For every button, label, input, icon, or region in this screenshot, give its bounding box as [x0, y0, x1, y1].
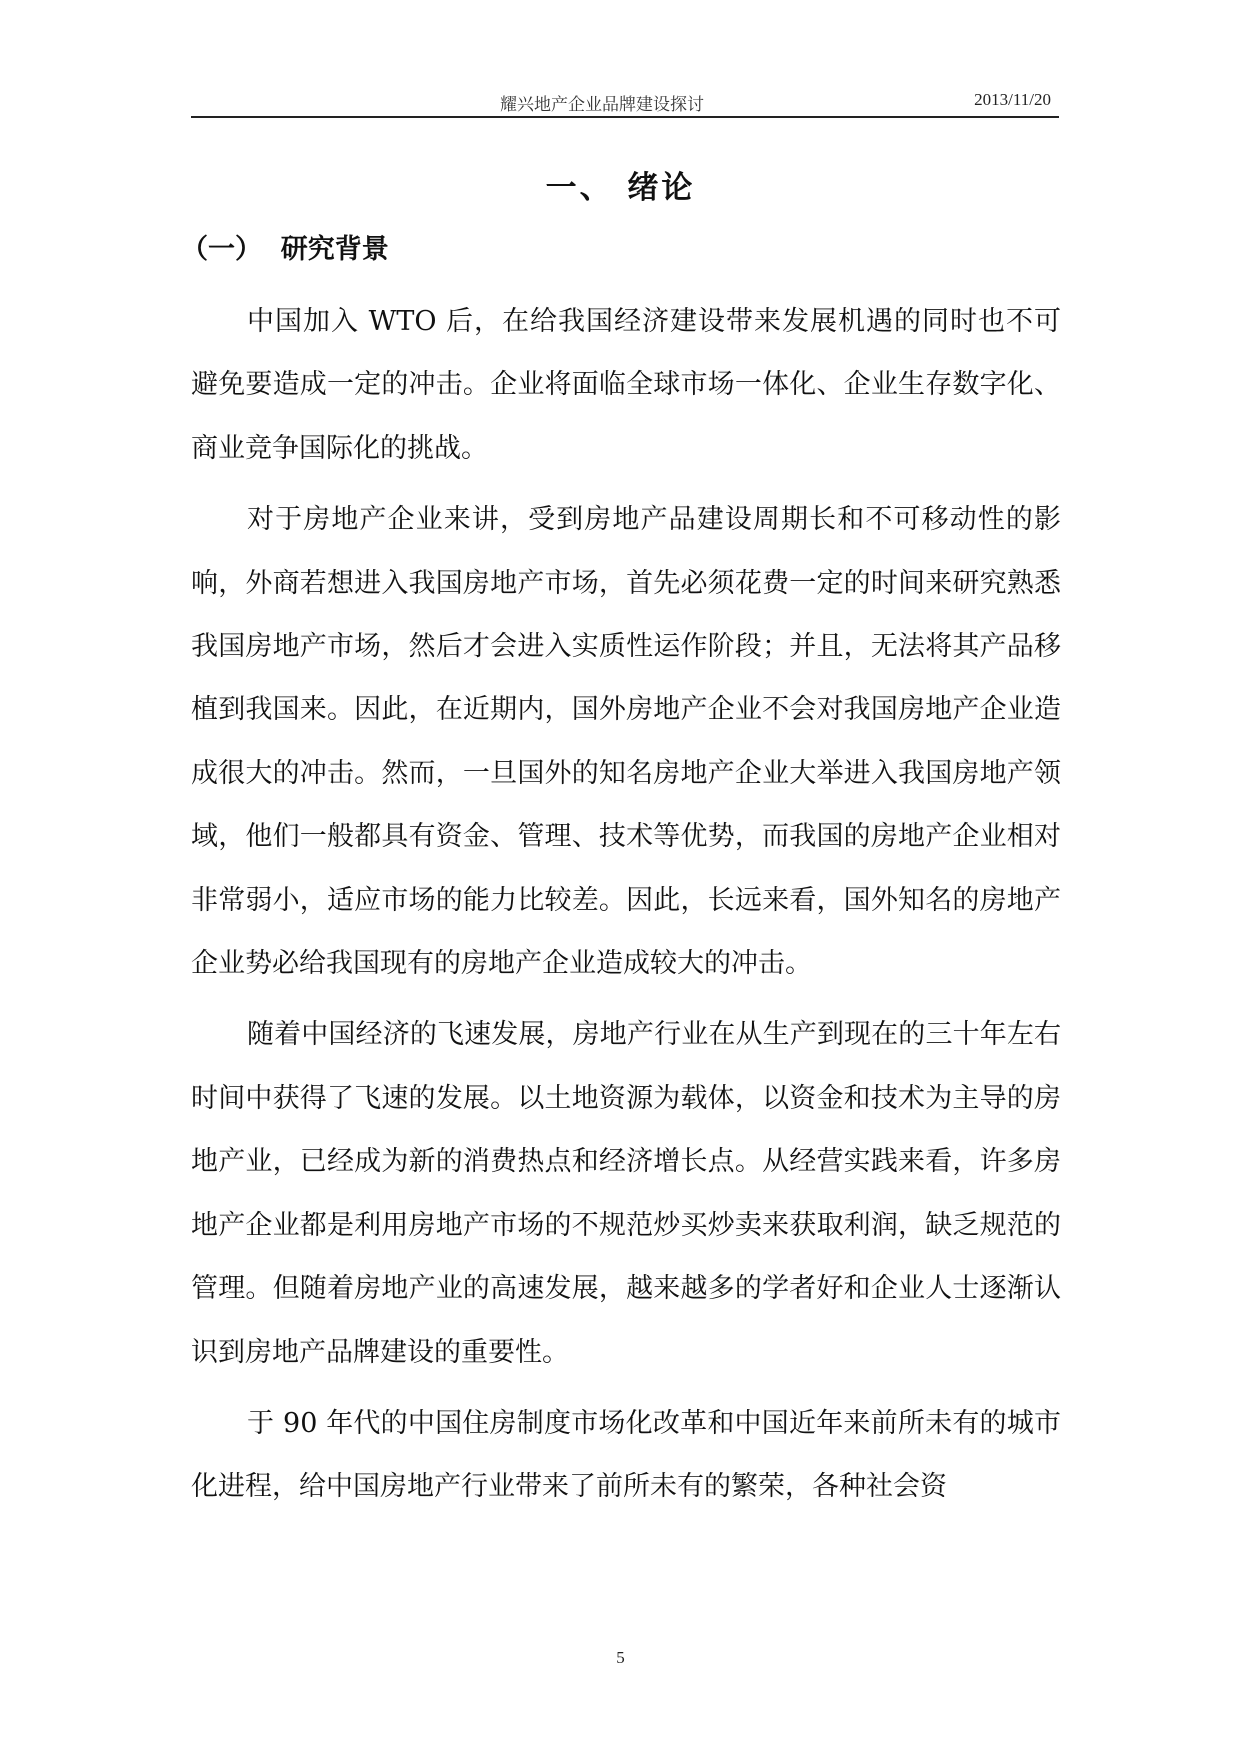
page-header — [191, 86, 1059, 118]
page-number: 5 — [616, 1648, 625, 1667]
section-title: （一） 研究背景 — [181, 234, 389, 265]
header-date: 2013/11/20 — [974, 90, 1051, 109]
chapter-title: 一、 绪论 — [545, 170, 696, 206]
body-text — [191, 290, 1061, 1527]
paragraph: 中国加入 WTO 后，在给我国经济建设带来发展机遇的同时也不可避免要造成一定的冲击。企业将面临全球市场一体化、企业生存数字化、商业竞争国际化的挑战。 — [191, 306, 1061, 464]
paragraph: 于 90 年代的中国住房制度市场化改革和中国近年来前所未有的城市化进程，给中国房地产行业带来了前所未有的繁荣，各种社会资 — [191, 1407, 1061, 1503]
paragraph: 随着中国经济的飞速发展，房地产行业在从生产到现在的三十年左右时间中获得了飞速的发展。以土地资源为载体，以资金和技术为主导的房地产业，已经成为新的消费热点和经济增长点。从经营实践来看，许多房地产企业都是利用房地产市场的不规范炒买炒卖来获取利润，缺乏规范的管理。但随着房地产业的高速发展，越来越多的学者好和企业人士逐渐认识到房地产品牌建设的重要性。 — [191, 1019, 1061, 1368]
header-title: 耀兴地产企业品牌建设探讨 — [500, 95, 704, 115]
paragraph: 对于房地产企业来讲，受到房地产品建设周期长和不可移动性的影响，外商若想进入我国房地产市场，首先必须花费一定的时间来研究熟悉我国房地产市场，然后才会进入实质性运作阶段；并且，无法将其产品移植到我国来。因此，在近期内，国外房地产企业不会对我国房地产企业造成很大的冲击。然而，一旦国外的知名房地产企业大举进入我国房地产领域，他们一般都具有资金、管理、技术等优势，而我国的房地产企业相对非常弱小，适应市场的能力比较差。因此，长远来看，国外知名的房地产企业势必给我国现有的房地产企业造成较大的冲击。 — [191, 504, 1061, 980]
